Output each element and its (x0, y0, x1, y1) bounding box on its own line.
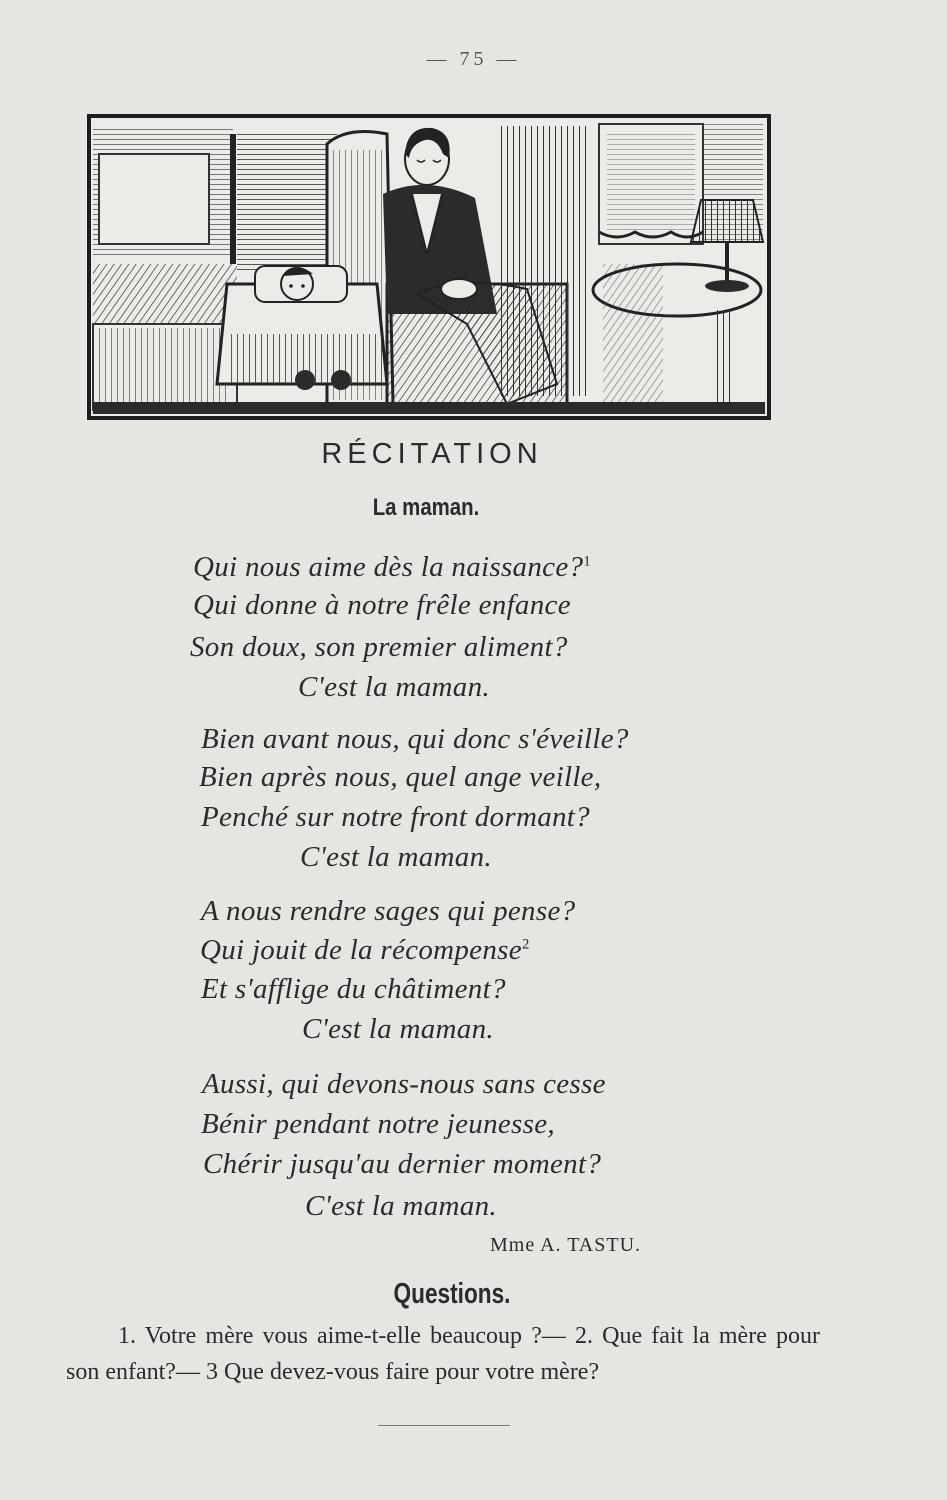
poem-author: Mme A. TASTU. (490, 1234, 642, 1256)
poem-line: Aussi, qui devons-nous sans cesse (202, 1068, 606, 1100)
footnote-mark: 2 (521, 936, 530, 953)
questions-heading: Questions. (393, 1278, 511, 1310)
poem-line: Et s'afflige du châtiment? (201, 973, 506, 1005)
questions-text (66, 1318, 820, 1390)
poem-line: Bénir pendant notre jeunesse, (201, 1108, 555, 1140)
section-title: RÉCITATION (321, 438, 543, 470)
illustration (87, 114, 771, 420)
poem-line: Chérir jusqu'au dernier moment? (203, 1148, 602, 1180)
poem-line: A nous rendre sages qui pense? (201, 895, 576, 927)
poem-line: Qui nous aime dès la naissance?$^1$ (193, 551, 592, 583)
poem-line: Penché sur notre front dormant? (201, 801, 590, 833)
poem-refrain: C'est la maman. (300, 841, 492, 873)
poem-refrain: C'est la maman. (298, 671, 490, 703)
poem-line: Bien après nous, quel ange veille, (199, 761, 602, 793)
poem-line: Qui jouit de la récompense$^2$ (200, 934, 530, 966)
page-number: — 75 — (426, 48, 521, 70)
poem-line: Qui donne à notre frêle enfance (193, 589, 571, 621)
divider (378, 1425, 510, 1426)
poem-title: La maman. (372, 494, 480, 521)
poem-line: Son doux, son premier aliment? (190, 631, 568, 663)
questions-paragraph: 1. Votre mère vous aime-t-elle beaucoup ?— 2. Que fait la mère pour son enfant?— 3 Que devez-vous faire pour votre mère? (66, 1323, 820, 1385)
poem-refrain: C'est la maman. (305, 1190, 497, 1222)
poem-refrain: C'est la maman. (302, 1013, 494, 1045)
poem-line: Bien avant nous, qui donc s'éveille? (201, 723, 629, 755)
footnote-mark: 1 (583, 553, 592, 570)
